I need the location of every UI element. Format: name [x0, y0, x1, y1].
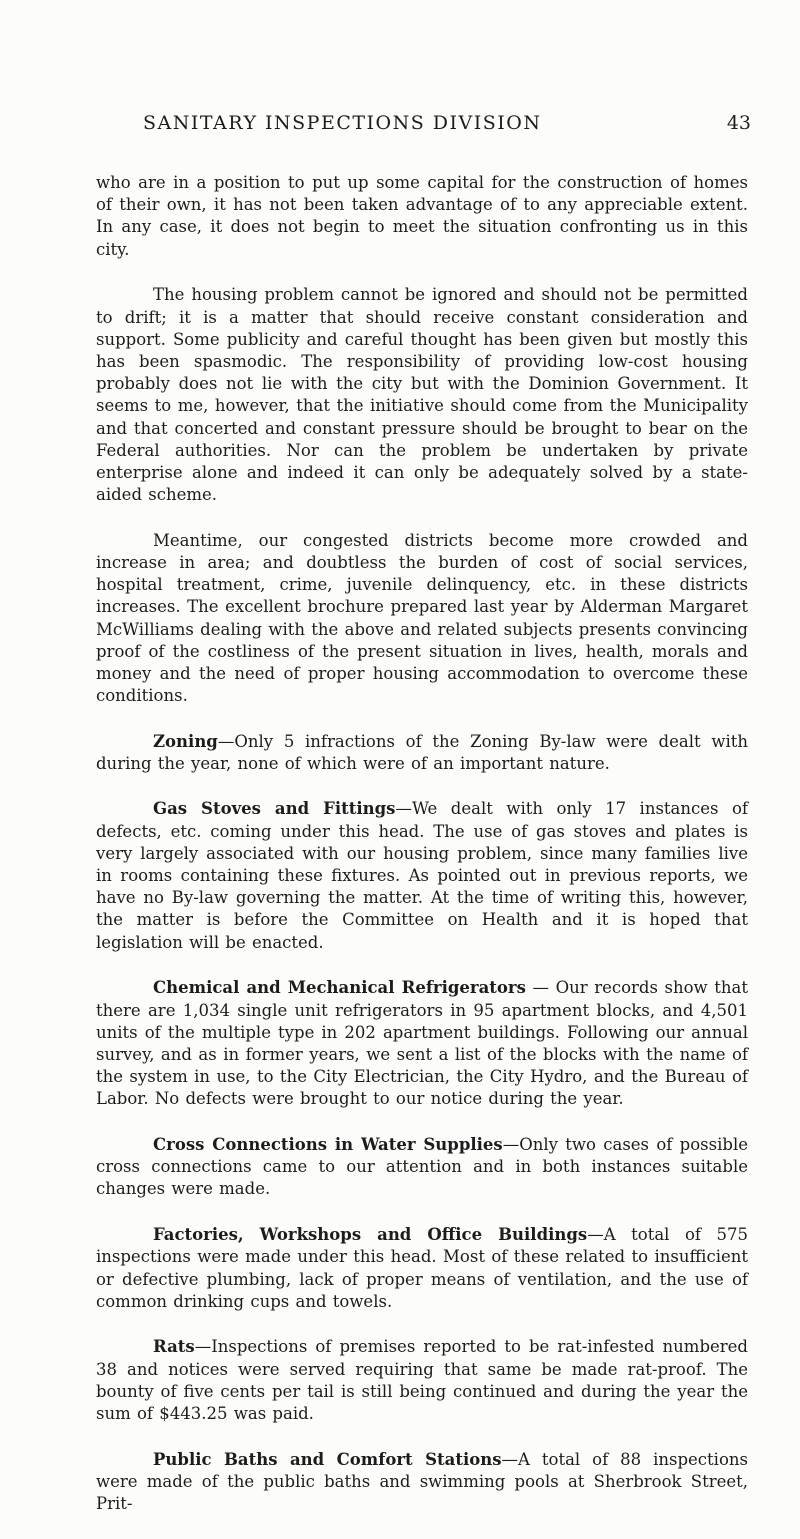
section-heading-zoning: Zoning [153, 731, 218, 751]
paragraph-text: The housing problem cannot be ignored and should not be permitted to drift; it is a matter that should receive constant consideration and support. Some publicity and careful thought has been given but mostly this has been spasmodic. The responsibility of providing low-cost housing probably does not lie with the city but with the Dominion Government. It seems to me, however, that the initiative should come from the Municipality and that concerted and constant pressure should be brought to bear on the Federal authorities. Nor can the problem be undertaken by private enterprise alone and indeed it can only be adequately solved by a state-aided scheme. [96, 285, 748, 505]
paragraph-text: — Our records show that there are 1,034 single unit refrigerators in 95 apartment blocks, and 4,501 units of the multiple type in 202 apartment buildings. Following our annual survey, and as in former years, we sent a list of the blocks with the name of the system in use, to the City Electrician, the City Hydro, and the Bureau of Labor. No defects were brought to our notice during the year. [96, 978, 748, 1109]
section-heading-public-baths: Public Baths and Comfort Stations [153, 1449, 502, 1469]
section-heading-refrigerators: Chemical and Mechanical Refrigerators [153, 978, 526, 998]
paragraph-public-baths [96, 1449, 748, 1516]
page-header [96, 112, 751, 142]
paragraph-text: —A total of 575 inspections were made under this head. Most of these related to insufficient or defective plumbing, lack of proper means of ventilation, and the use of common drinking cups and towels. [96, 1225, 748, 1311]
paragraph-congested-districts [96, 530, 748, 708]
section-heading-factories: Factories, Workshops and Office Buildings [153, 1225, 588, 1245]
running-head: SANITARY INSPECTIONS DIVISION [143, 112, 542, 134]
paragraph-housing-continued [96, 172, 748, 261]
paragraph-cross-connections [96, 1134, 748, 1201]
paragraph-housing-problem [96, 284, 748, 506]
section-heading-gas-stoves: Gas Stoves and Fittings [153, 799, 396, 819]
page-body [96, 172, 748, 1539]
paragraph-text: —Only 5 infractions of the Zoning By-law were dealt with during the year, none of which were of an important nature. [96, 731, 748, 774]
section-heading-rats: Rats [153, 1337, 195, 1357]
paragraph-text: —Inspections of premises reported to be rat-infested numbered 38 and notices were served requiring that same be made rat-proof. The bounty of five cents per tail is still being continued and during the year the sum of $443.25 was paid. [96, 1337, 748, 1424]
paragraph-factories [96, 1224, 748, 1313]
page-number: 43 [726, 112, 751, 134]
paragraph-text: —A total of 88 inspections were made of the public baths and swimming pools at Sherbrook Street, Prit- [96, 1449, 748, 1514]
paragraph-zoning [96, 731, 748, 775]
paragraph-text: —We dealt with only 17 instances of defects, etc. coming under this head. The use of gas stoves and plates is very largely associated with our housing problem, since many families live in rooms containing these fixtures. As pointed out in previous reports, we have no By-law governing the matter. At the time of writing this, however, the matter is before the Committee on Health and it is hoped that legislation will be enacted. [96, 799, 748, 952]
paragraph-refrigerators [96, 977, 748, 1110]
paragraph-text: Meantime, our congested districts become more crowded and increase in area; and doubtless the burden of cost of social services, hospital treatment, crime, juvenile delinquency, etc. in these districts increases. The excellent brochure prepared last year by Alderman Margaret McWilliams dealing with the above and related subjects presents convincing proof of the costliness of the present situation in lives, health, morals and money and the need of proper housing accommodation to overcome these conditions. [96, 530, 748, 706]
paragraph-text: —Only two cases of possible cross connections came to our attention and in both instances suitable changes were made. [96, 1135, 748, 1199]
section-heading-cross-connections: Cross Connections in Water Supplies [153, 1135, 503, 1155]
paragraph-rats [96, 1336, 748, 1425]
paragraph-gas-stoves [96, 798, 748, 953]
paragraph-text: who are in a position to put up some capital for the construction of homes of their own, it has not been taken advantage of to any appreciable extent. In any case, it does not begin to meet the situation confronting us in this city. [96, 173, 748, 259]
